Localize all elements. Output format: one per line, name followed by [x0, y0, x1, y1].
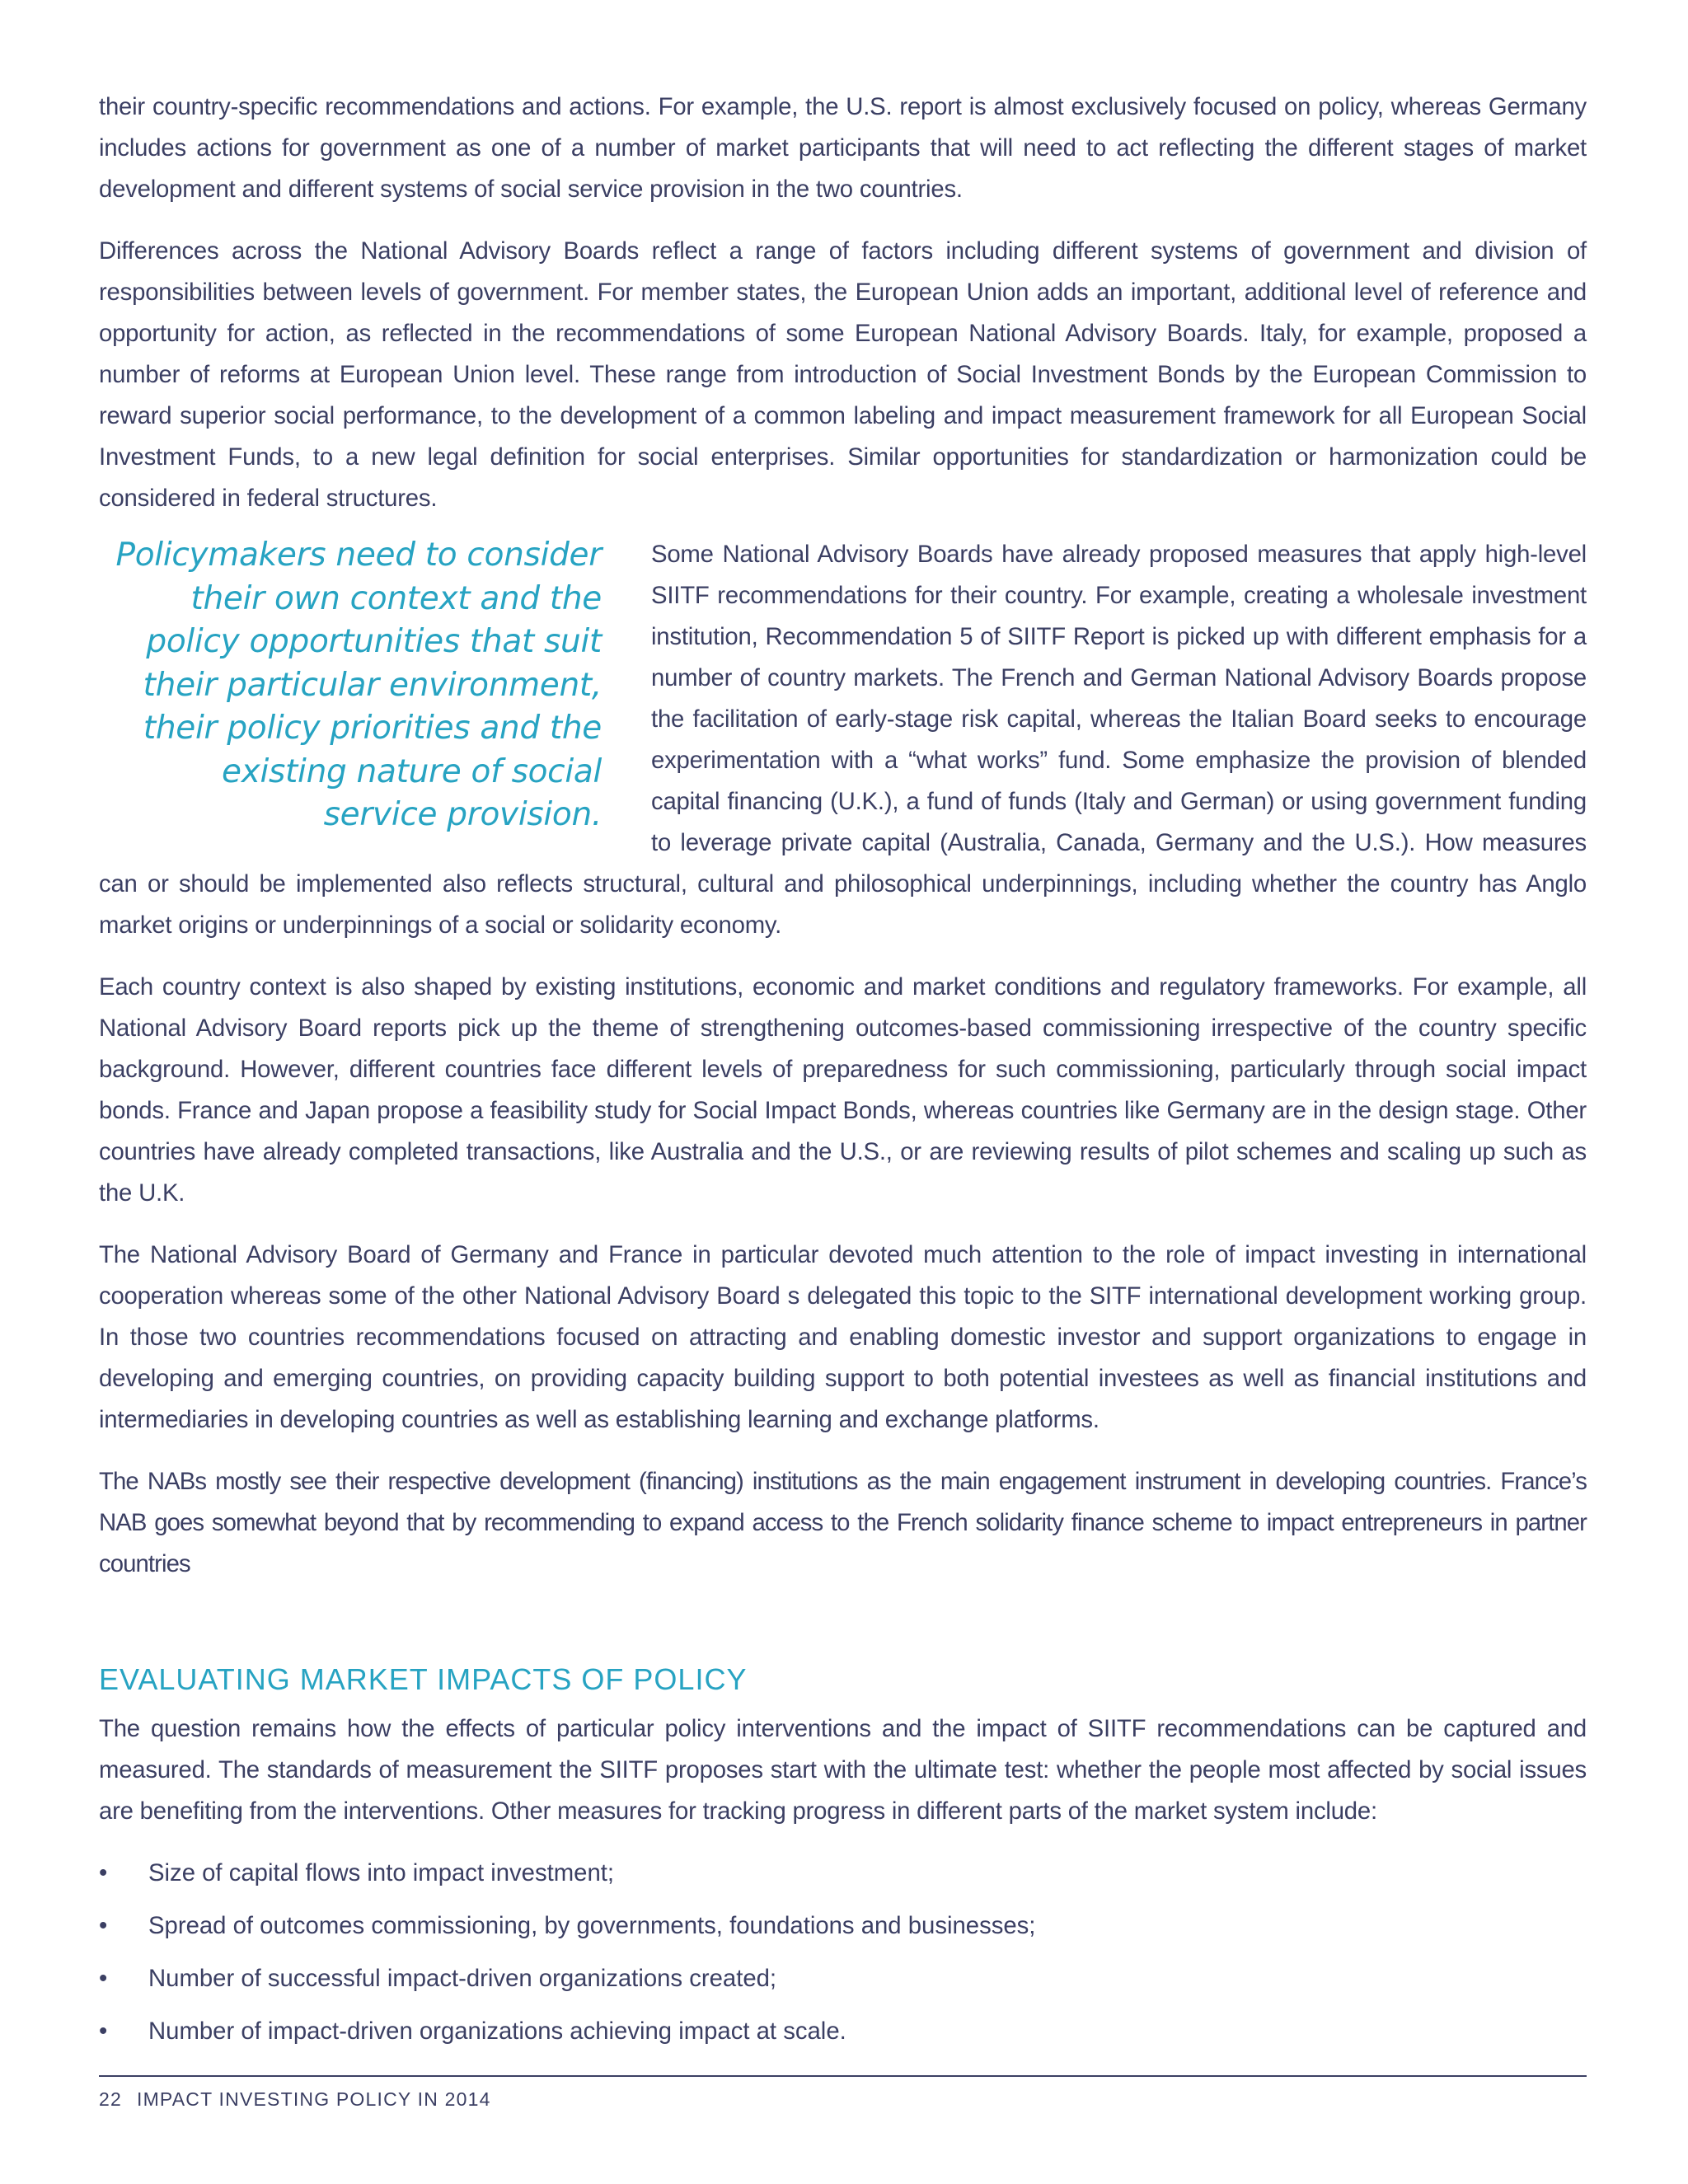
measures-list — [99, 1853, 1587, 2052]
paragraph-3: Some National Advisory Boards have already proposed measures that apply high-level SIITF recommendations for their country. For example, creating a wholesale investment institution, Recommendation 5 of SIITF Report is picked up with different emphasis for a number of country markets. The French and German National Advisory Boards propose the facilitation of early-stage risk capital, whereas the Italian Board seeks to encourage experimentation with a “what works” fund. Some emphasize the provision of blended capital financing (U.K.), a fund of funds (Italy and German) or using government funding to leverage private capital (Australia, Canada, Germany and the U.S.). How measures can or should be implemented also reflects structural, cultural and philosophical underpinnings, including whether the country has Anglo market origins or underpinnings of a social or solidarity economy. — [99, 541, 1587, 939]
footer-divider — [99, 2075, 1587, 2077]
paragraph-5: The National Advisory Board of Germany and France in particular devoted much attention to the role of impact investing in international cooperation whereas some of the other National Advisory Board s delegated this topic to the SITF international development working group. In those two countries recommendations focused on attracting and enabling domestic investor and support organizations to engage in developing and emerging countries, on providing capacity building support to both potential investees as well as financial institutions and intermediaries in developing countries as well as establishing learning and exchange platforms. — [99, 1241, 1587, 1433]
page-footer — [99, 2088, 491, 2111]
list-item: • Spread of outcomes commissioning, by governments, foundations and businesses; — [99, 1905, 1587, 1947]
list-item: • Size of capital flows into impact investment; — [99, 1853, 1587, 1894]
list-item: • Number of successful impact-driven organizations created; — [99, 1958, 1587, 1999]
bullet-icon: • — [99, 1965, 108, 1992]
pull-quote: Policymakers need to consider their own context and the policy opportunities that suit their particular environment, their policy priorities and the existing nature of social service provision. — [115, 537, 602, 833]
body-text — [99, 87, 1587, 2064]
paragraph-2: Differences across the National Advisory Boards reflect a range of factors including different systems of government and division of responsibilities between levels of government. For member states, the European Union adds an important, additional level of reference and opportunity for action, as reflected in the recommendations of some European National Advisory Boards. Italy, for example, proposed a number of reforms at European Union level. These range from introduction of Social Investment Bonds by the European Commission to reward superior social performance, to the development of a common labeling and impact measurement framework for all European Social Investment Funds, to a new legal definition for social enterprises. Similar opportunities for standardization or harmonization could be considered in federal structures. — [99, 237, 1587, 512]
paragraph-1: their country-specific recommendations and actions. For example, the U.S. report is almost exclusively focused on policy, whereas Germany includes actions for government as one of a number of market participants that will need to act reflecting the different stages of market development and different systems of social service provision in the two countries. — [99, 93, 1587, 203]
running-title: IMPACT INVESTING POLICY IN 2014 — [136, 2088, 491, 2110]
bullet-icon: • — [99, 2018, 108, 2045]
bullet-icon: • — [99, 1912, 108, 1939]
paragraph-4: Each country context is also shaped by existing institutions, economic and market conditions and regulatory frameworks. For example, all National Advisory Board reports pick up the theme of strengthening outcomes-based commissioning irrespective of the country specific background. However, different countries face different levels of preparedness for such commissioning, particularly through social impact bonds. France and Japan propose a feasibility study for Social Impact Bonds, whereas countries like Germany are in the design stage. Other countries have already completed transactions, like Australia and the U.S., or are reviewing results of pilot schemes and scaling up such as the U.K. — [99, 973, 1587, 1207]
section-intro: The question remains how the effects of particular policy interventions and the impact of SIITF recommendations can be captured and measured. The standards of measurement the SIITF proposes start with the ultimate test: whether the people most affected by social issues are benefiting from the interventions. Other measures for tracking progress in different parts of the market system include: — [99, 1715, 1587, 1825]
page-number: 22 — [99, 2088, 122, 2110]
section-heading: EVALUATING MARKET IMPACTS OF POLICY — [99, 1662, 748, 1696]
bullet-icon: • — [99, 1859, 108, 1886]
paragraph-6: The NABs mostly see their respective development (financing) institutions as the main engagement instrument in developing countries. France’s NAB goes somewhat beyond that by recommending to expand access to the French solidarity finance scheme to impact entrepreneurs in partner countries — [99, 1468, 1587, 1577]
list-item: • Number of impact-driven organizations achieving impact at scale. — [99, 2011, 1587, 2052]
